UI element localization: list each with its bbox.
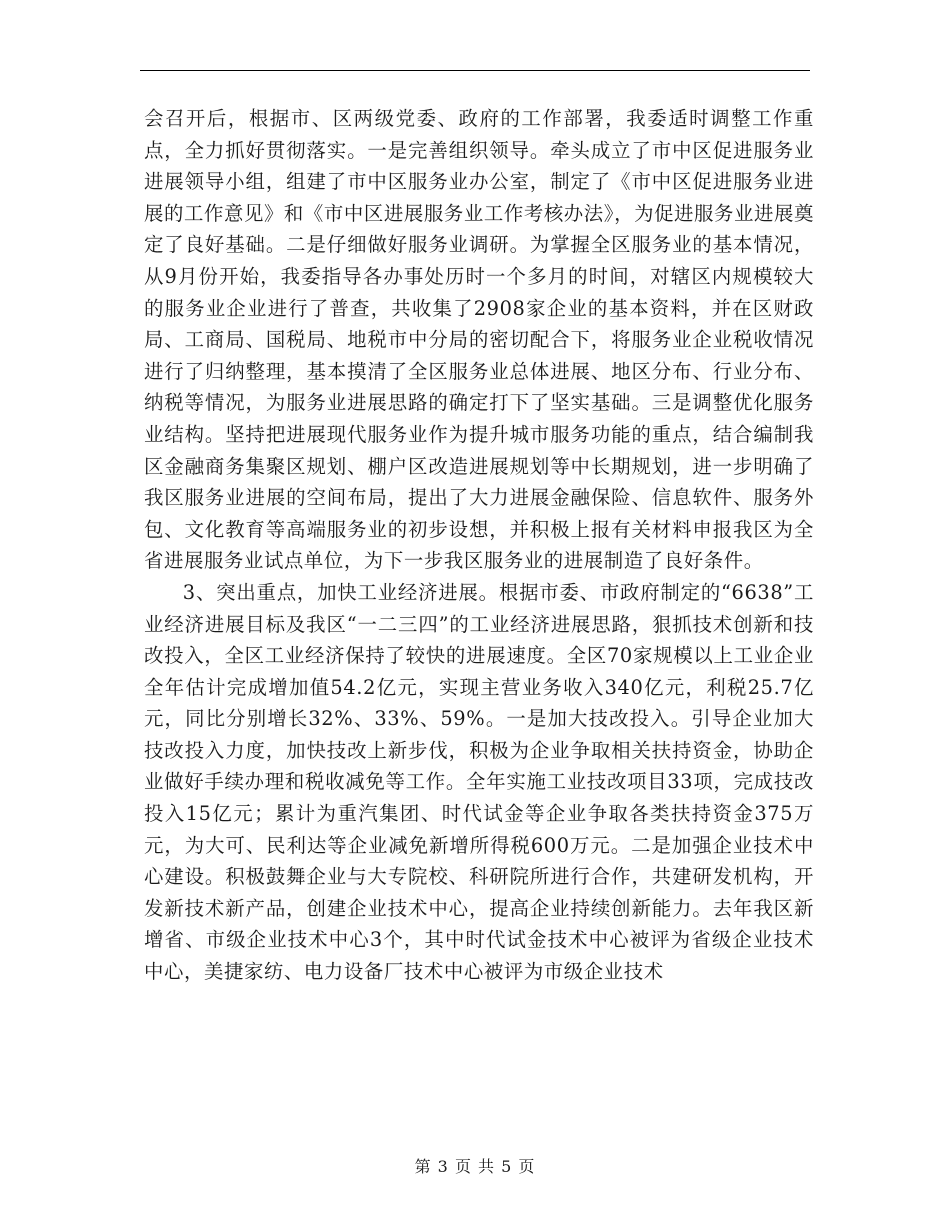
- page-number-label: 第 3 页 共 5 页: [414, 1157, 536, 1176]
- paragraph-industrial-economy: 3、突出重点，加快工业经济进展。根据市委、市政府制定的“6638”工业经济进展目标及我区“一二三四”的工业经济进展思路，狠抓技术创新和技改投入，全区工业经济保持了较快的进展速度。全区70家规模以上工业企业全年估计完成增加值54.2亿元，实现主营业务收入340亿元，利税25.7亿元，同比分别增长32%、33%、59%。一是加大技改投入。引导企业加大技改投入力度，加快技改上新步伐，积极为企业争取相关扶持资金，协助企业做好手续办理和税收减免等工作。全年实施工业技改项目33项，完成技改投入15亿元；累计为重汽集团、时代试金等企业争取各类扶持资金375万元，为大可、民利达等企业减免新增所得税600万元。二是加强企业技术中心建设。积极鼓舞企业与大专院校、科研院所进行合作，共建研发机构，开发新技术新产品，创建企业技术中心，提高企业持续创新能力。去年我区新增省、市级企业技术中心3个，其中时代试金技术中心被评为省级企业技术中心，美捷家纺、电力设备厂技术中心被评为市级企业技术: [144, 580, 814, 984]
- page-footer: [0, 1154, 950, 1177]
- header-rule: [140, 70, 810, 71]
- document-body: [144, 103, 814, 988]
- paragraph-continued: 会召开后，根据市、区两级党委、政府的工作部署，我委适时调整工作重点，全力抓好贯彻落实。一是完善组织领导。牵头成立了市中区促进服务业进展领导小组，组建了市中区服务业办公室，制定了《市中区促进服务业进展的工作意见》和《市中区进展服务业工作考核办法》，为促进服务业进展奠定了良好基础。二是仔细做好服务业调研。为掌握全区服务业的基本情况，从9月份开始，我委指导各办事处历时一个多月的时间，对辖区内规模较大的服务业企业进行了普查，共收集了2908家企业的基本资料，并在区财政局、工商局、国税局、地税市中分局的密切配合下，将服务业企业税收情况进行了归纳整理，基本摸清了全区服务业总体进展、地区分布、行业分布、纳税等情况，为服务业进展思路的确定打下了坚实基础。三是调整优化服务业结构。坚持把进展现代服务业作为提升城市服务功能的重点，结合编制我区金融商务集聚区规划、棚户区改造进展规划等中长期规划，进一步明确了我区服务业进展的空间布局，提出了大力进展金融保险、信息软件、服务外包、文化教育等高端服务业的初步设想，并积极上报有关材料申报我区为全省进展服务业试点单位，为下一步我区服务业的进展制造了良好条件。: [144, 107, 814, 573]
